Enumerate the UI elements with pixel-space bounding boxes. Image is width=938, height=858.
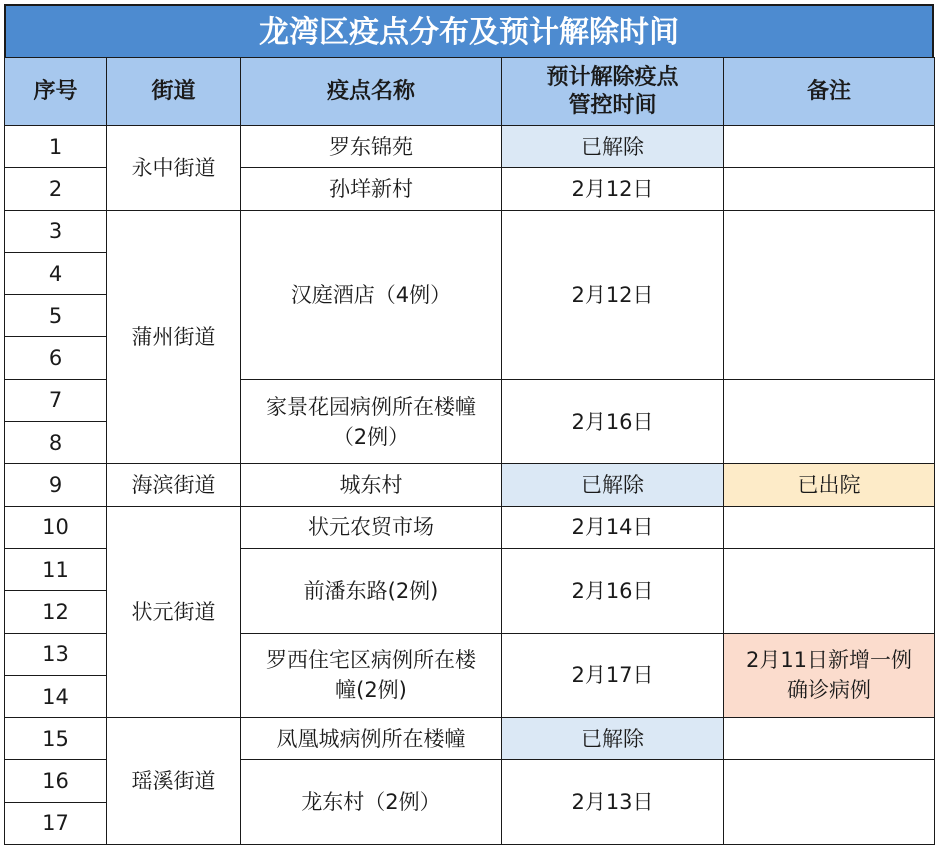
street-cell: 蒲州街道 <box>107 210 241 464</box>
seq-cell: 5 <box>5 295 107 337</box>
site-cell <box>241 379 502 464</box>
header-site: 疫点名称 <box>241 58 502 126</box>
site-line1: 家景花园病例所在楼幢 <box>266 394 476 419</box>
site-cell: 凤凰城病例所在楼幢 <box>241 718 502 760</box>
spreadsheet <box>4 4 934 854</box>
time-cell: 已解除 <box>502 464 724 506</box>
site-cell: 城东村 <box>241 464 502 506</box>
note-cell <box>724 506 935 548</box>
time-cell: 2月16日 <box>502 379 724 464</box>
site-cell: 前潘东路(2例) <box>241 548 502 633</box>
seq-cell: 3 <box>5 210 107 252</box>
site-line2: 幢(2例) <box>335 678 407 703</box>
seq-cell: 11 <box>5 548 107 590</box>
seq-cell: 12 <box>5 591 107 633</box>
seq-cell: 14 <box>5 675 107 717</box>
header-time-line2: 管控时间 <box>568 92 657 118</box>
header-street: 街道 <box>107 58 241 126</box>
note-cell <box>724 548 935 633</box>
header-seq: 序号 <box>5 58 107 126</box>
time-cell: 2月12日 <box>502 168 724 210</box>
seq-cell: 6 <box>5 337 107 379</box>
table-row <box>5 126 935 168</box>
note-cell <box>724 379 935 464</box>
seq-cell: 16 <box>5 760 107 802</box>
site-line2: （2例） <box>332 424 410 449</box>
epidemic-sites-table <box>4 57 935 845</box>
note-cell <box>724 126 935 168</box>
header-row <box>5 58 935 126</box>
header-time <box>502 58 724 126</box>
note-cell <box>724 760 935 845</box>
table-row <box>5 464 935 506</box>
note-cell: 已出院 <box>724 464 935 506</box>
time-cell: 2月14日 <box>502 506 724 548</box>
note-line2: 确诊病例 <box>787 678 871 703</box>
street-cell: 永中街道 <box>107 126 241 211</box>
site-line1: 罗西住宅区病例所在楼 <box>266 648 476 673</box>
street-cell: 状元街道 <box>107 506 241 717</box>
site-cell <box>241 633 502 718</box>
time-cell: 已解除 <box>502 718 724 760</box>
seq-cell: 8 <box>5 422 107 464</box>
site-cell: 汉庭酒店（4例） <box>241 210 502 379</box>
seq-cell: 15 <box>5 718 107 760</box>
time-cell: 2月13日 <box>502 760 724 845</box>
time-cell: 已解除 <box>502 126 724 168</box>
seq-cell: 10 <box>5 506 107 548</box>
street-cell: 瑶溪街道 <box>107 718 241 845</box>
header-note: 备注 <box>724 58 935 126</box>
site-cell: 罗东锦苑 <box>241 126 502 168</box>
site-cell: 状元农贸市场 <box>241 506 502 548</box>
seq-cell: 7 <box>5 379 107 421</box>
street-cell: 海滨街道 <box>107 464 241 506</box>
seq-cell: 17 <box>5 802 107 844</box>
table-row <box>5 210 935 252</box>
seq-cell: 9 <box>5 464 107 506</box>
note-line1: 2月11日新增一例 <box>745 648 913 673</box>
note-cell <box>724 210 935 379</box>
table-row <box>5 718 935 760</box>
seq-cell: 4 <box>5 252 107 294</box>
time-cell: 2月16日 <box>502 548 724 633</box>
seq-cell: 13 <box>5 633 107 675</box>
note-cell <box>724 718 935 760</box>
header-time-line1: 预计解除疫点 <box>546 64 679 90</box>
time-cell: 2月17日 <box>502 633 724 718</box>
note-cell <box>724 168 935 210</box>
table-row <box>5 506 935 548</box>
note-cell <box>724 633 935 718</box>
seq-cell: 1 <box>5 126 107 168</box>
site-cell: 龙东村（2例） <box>241 760 502 845</box>
site-cell: 孙垟新村 <box>241 168 502 210</box>
time-cell: 2月12日 <box>502 210 724 379</box>
seq-cell: 2 <box>5 168 107 210</box>
table-title: 龙湾区疫点分布及预计解除时间 <box>4 4 934 57</box>
